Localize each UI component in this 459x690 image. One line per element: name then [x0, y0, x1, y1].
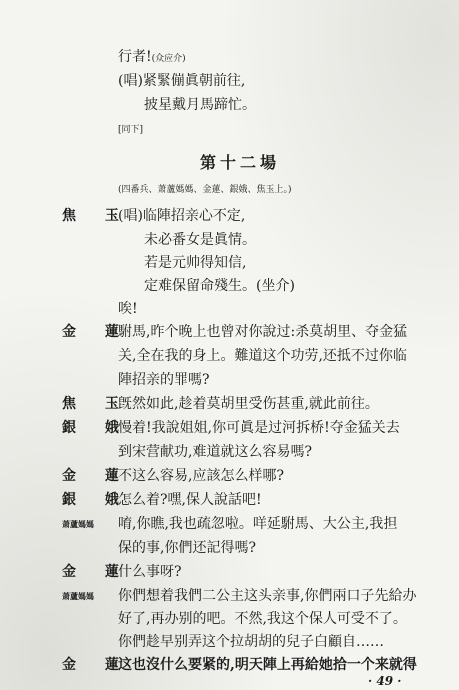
line-6-1: 保的事,你們还記得嗎? [118, 540, 256, 556]
top-line-2: (唱)紧緊傰眞朝前往, [118, 73, 246, 89]
stage-exit: [同下] [118, 125, 144, 135]
line-0-4: 唉! [118, 301, 138, 317]
line-1-2: 陣招亲的罪嗎? [118, 372, 210, 388]
line-3-0: 慢着!我說姐姐,你可眞是过河拆桥!夺金猛关去 [118, 420, 400, 436]
speaker-jinlian-2: 金 蓮 [62, 468, 131, 484]
line-7-0: 什么事呀? [118, 564, 182, 580]
speaker-jinlian-1: 金 蓮 [62, 324, 131, 340]
speaker-jinlian-3: 金 蓮 [62, 564, 131, 580]
line-6-0: 唷,你瞧,我也疏忽啦。咩延駙馬、大公主,我担 [118, 516, 398, 532]
top-line-3: 披星戴月馬蹄忙。 [144, 97, 256, 113]
speaker-xiaolu-2: 萧蘆媽媽 [62, 591, 94, 601]
line-1-1: 关,全在我的身上。難道这个功劳,还抵不过你临 [118, 348, 407, 364]
scene-title: 第十二場 [200, 153, 281, 172]
line-0-0: (唱)临陣招亲心不定, [118, 208, 246, 224]
speaker-jiaoyu-1: 焦 玉 [62, 208, 131, 224]
speaker-xiaolu-1: 萧蘆媽媽 [62, 519, 94, 529]
cast-list: (四番兵、萧蘆媽媽、金蓮、銀娥、焦玉上。) [118, 185, 292, 195]
top-line-1-text: 行者! [118, 49, 152, 65]
line-0-3: 定难保留命殘生。(坐介) [144, 278, 295, 294]
line-5-0: 怎么着?嘿,保人說話吧! [118, 492, 262, 508]
line-3-1: 到宋营献功,难道就这么容易嗎? [118, 444, 312, 460]
line-0-1: 未必番女是眞情。 [144, 232, 256, 248]
speaker-jinlian-4: 金 蓮 [62, 657, 131, 673]
line-0-2: 若是元帅得知信, [144, 255, 247, 271]
line-1-0: 駙馬,昨个晚上也曾对你說过:杀莫胡里、夺金猛 [118, 324, 408, 340]
top-line-1 [118, 48, 186, 66]
speaker-yine-2: 銀 娥 [62, 492, 131, 508]
top-line-1-note: (众应介) [151, 54, 186, 64]
line-8-0: 你們想着我們二公主这头亲事,你們兩口子先給办 [118, 588, 417, 604]
line-4-0: 不这么容易,应該怎么样哪? [118, 468, 284, 484]
page-number: · 49 · [368, 674, 402, 688]
line-8-2: 你們趁早别弄这个拉胡胡的兒子白顧自…… [118, 634, 384, 650]
line-2-0: 旣然如此,趁着莫胡里受伤甚重,就此前往。 [118, 396, 379, 412]
speaker-jiaoyu-2: 焦 玉 [62, 396, 131, 412]
line-8-1: 好了,再办别的吧。不然,我这个保人可受不了。 [118, 611, 407, 627]
speaker-yine-1: 銀 娥 [62, 420, 131, 436]
line-9-0: 这也沒什么要紧的,明天陣上再給她拾一个来就得 [118, 657, 417, 673]
